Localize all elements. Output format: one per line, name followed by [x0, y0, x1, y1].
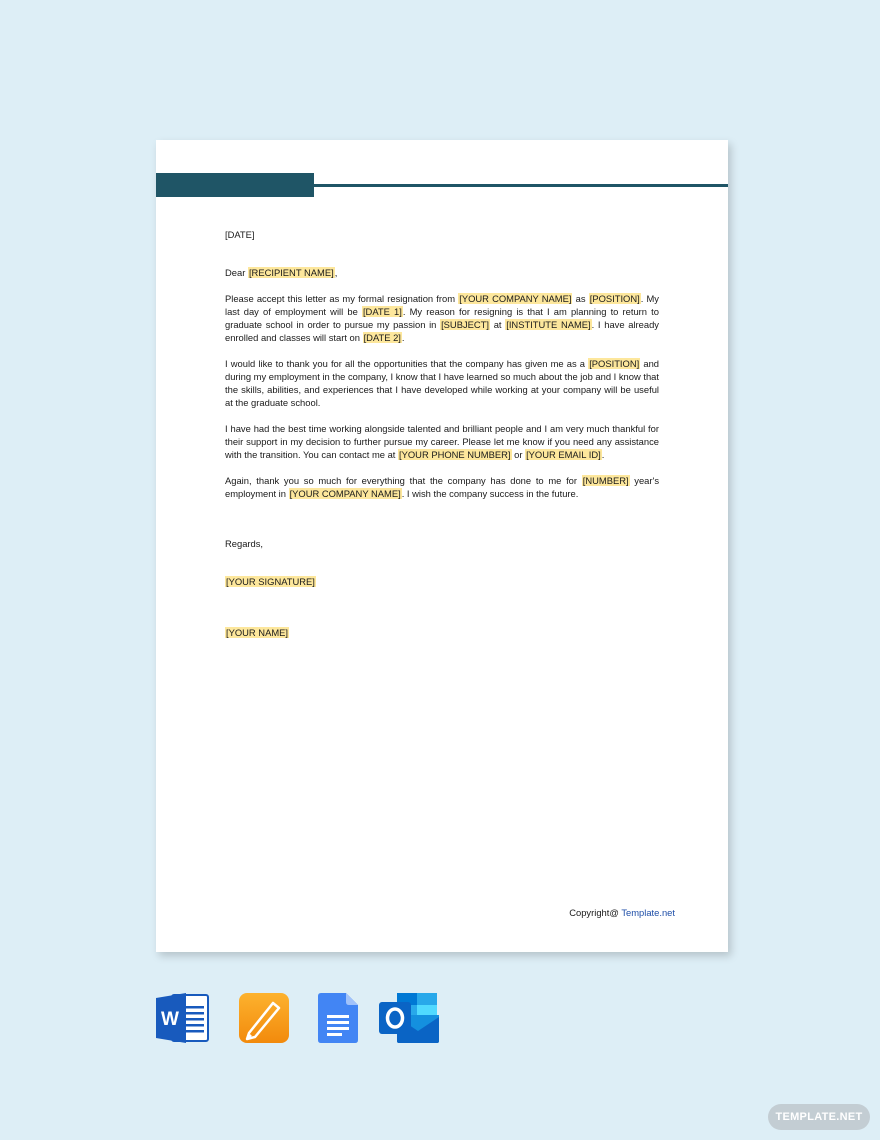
letter-body: [225, 228, 659, 639]
paragraph-2: I would like to thank you for all the opportunities that the company has given me as a [POSITION] and during my employment in the company, I know that I have learned so much about the job and I know that the skills, abilities, and experiences that I have developed while working at your company will be useful at the graduate school.: [225, 358, 659, 408]
watermark-badge[interactable]: TEMPLATE.NET: [768, 1104, 870, 1130]
microsoft-word-icon[interactable]: [156, 993, 210, 1048]
copyright-notice: Copyright@ Template.net: [569, 907, 675, 918]
header-accent-line: [314, 184, 728, 187]
header-accent-block: [156, 173, 314, 197]
name-placeholder[interactable]: [YOUR NAME]: [226, 627, 288, 638]
institute-name-placeholder[interactable]: [INSTITUTE NAME]: [506, 319, 591, 330]
microsoft-outlook-icon[interactable]: [379, 993, 439, 1048]
position-placeholder[interactable]: [POSITION]: [589, 358, 640, 369]
signature-placeholder[interactable]: [YOUR SIGNATURE]: [226, 576, 315, 587]
phone-number-placeholder[interactable]: [YOUR PHONE NUMBER]: [399, 449, 511, 460]
copyright-link[interactable]: Template.net: [621, 907, 675, 918]
document-page: [156, 140, 728, 952]
svg-text:W: W: [161, 1009, 179, 1030]
salutation: Dear [RECIPIENT NAME],: [225, 267, 338, 278]
recipient-placeholder[interactable]: [RECIPIENT NAME]: [248, 267, 334, 278]
email-placeholder[interactable]: [YOUR EMAIL ID]: [526, 449, 601, 460]
signature-line: [225, 575, 659, 588]
position-placeholder[interactable]: [POSITION]: [589, 293, 640, 304]
company-name-placeholder[interactable]: [YOUR COMPANY NAME]: [289, 488, 401, 499]
date-2-placeholder[interactable]: [DATE 2]: [363, 332, 401, 343]
name-line: [225, 626, 659, 639]
company-name-placeholder[interactable]: [YOUR COMPANY NAME]: [459, 293, 572, 304]
date-1-placeholder[interactable]: [DATE 1]: [362, 306, 402, 317]
google-docs-icon[interactable]: [318, 993, 358, 1048]
letter-date: [DATE]: [225, 229, 255, 240]
paragraph-3: I have had the best time working alongside talented and brilliant people and I am very much thankful for their support in my decision to further pursue my career. Please let me know if you need any assistance with the transition. You can contact me at [YOUR PHONE NUMBER] or [YOUR EMAIL ID].: [225, 423, 659, 460]
subject-placeholder[interactable]: [SUBJECT]: [441, 319, 490, 330]
paragraph-1: Please accept this letter as my formal resignation from [YOUR COMPANY NAME] as [POSITION]. My last day of employment will be [DATE 1]. My reason for resigning is that I am planning to return to graduate school in order to pursue my passion in [SUBJECT] at [INSTITUTE NAME]. I have already enrolled and classes will start on [DATE 2].: [225, 293, 659, 343]
number-placeholder[interactable]: [NUMBER]: [582, 475, 629, 486]
closing-regards: Regards,: [225, 538, 264, 549]
paragraph-4: Again, thank you so much for everything that the company has done to me for [NUMBER] year's employment in [YOUR COMPANY NAME]. I wish the company success in the future.: [225, 475, 659, 499]
apple-pages-icon[interactable]: [239, 993, 289, 1048]
